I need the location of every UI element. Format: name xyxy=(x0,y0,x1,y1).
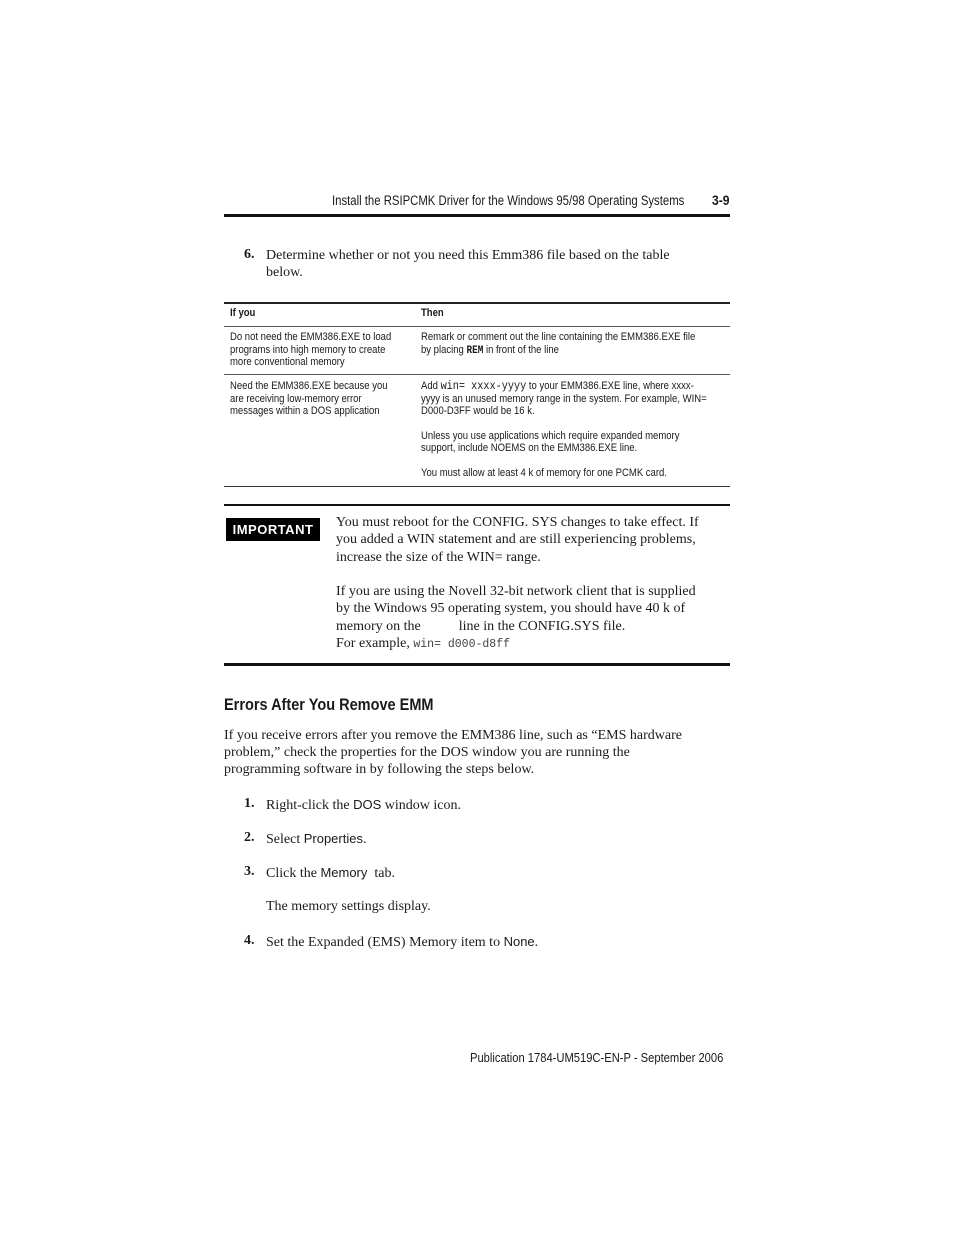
important-bottom-rule xyxy=(224,663,730,666)
table-row-1-then xyxy=(421,331,744,357)
table-row-2-if xyxy=(230,380,415,418)
row-1-then-prefix: by placing xyxy=(421,343,467,356)
row-2-if-line: Need the EMM386.EXE because you xyxy=(230,380,388,392)
row-1-if-line: Do not need the EMM386.EXE to load xyxy=(230,331,392,343)
row-2-if-line: messages within a DOS application xyxy=(230,405,380,417)
step-1-number: 1. xyxy=(244,796,255,811)
important-top-rule xyxy=(224,504,730,506)
table-header-rule xyxy=(224,326,730,327)
step-4-after: . xyxy=(534,935,539,950)
row-2-then-line xyxy=(421,380,707,393)
step-3-text xyxy=(266,864,395,882)
section-intro-line: problem,” check the properties for the DOS window you are running the xyxy=(224,745,630,760)
row-2-then-line: support, include NOEMS on the EMM386.EXE line. xyxy=(421,442,638,454)
table-row-rule xyxy=(224,374,730,375)
step-2-after: . xyxy=(362,832,367,847)
rem-code: REM xyxy=(466,344,484,357)
table-row-1-if xyxy=(230,331,420,369)
page-number xyxy=(712,193,732,208)
table-header-if-you-text: If you xyxy=(230,307,256,319)
table-header-then xyxy=(421,307,448,320)
table-header-if-you xyxy=(230,307,260,320)
table-top-rule xyxy=(224,302,730,304)
step-6-line-2: below. xyxy=(266,265,303,280)
step-2-before: Select xyxy=(266,832,304,847)
important-p2-line xyxy=(336,618,730,635)
important-p1-line: You must reboot for the CONFIG. SYS changes to take effect. If xyxy=(336,515,699,530)
step-1-after: window icon. xyxy=(381,798,461,813)
section-intro-line: programming software in by following the steps below. xyxy=(224,762,535,777)
header-rule xyxy=(224,214,730,217)
important-p2-line: If you are using the Novell 32-bit network client that is supplied xyxy=(336,584,696,599)
row-2-then-add: Add xyxy=(421,380,441,392)
step-2-number: 2. xyxy=(244,830,255,845)
example-win-code: win= d000-d8ff xyxy=(413,638,510,652)
table-header-then-text: Then xyxy=(421,307,444,319)
running-header-title xyxy=(332,193,751,208)
row-1-if-line: more conventional memory xyxy=(230,356,345,368)
section-intro xyxy=(224,727,724,778)
important-p2-line: by the Windows 95 operating system, you should have 40 k of xyxy=(336,601,686,617)
section-heading xyxy=(224,696,462,715)
table-bottom-rule xyxy=(224,486,730,487)
step-3-number: 3. xyxy=(244,864,255,879)
win-code: win= xxxx-yyyy xyxy=(440,379,527,393)
step-1-before: Right-click the xyxy=(266,798,354,813)
step-4-before: Set the Expanded (EMS) Memory item to xyxy=(266,935,504,950)
important-p2-line xyxy=(336,635,730,653)
page-number-text: 3-9 xyxy=(712,193,730,208)
important-example-prefix: For example, xyxy=(336,636,414,652)
important-p1-line: increase the size of the WIN= range. xyxy=(336,549,541,565)
dos-ui-term: DOS xyxy=(353,797,382,812)
step-3-before: Click the xyxy=(266,866,321,881)
memory-tab-ui-term: Memory xyxy=(320,865,368,880)
row-2-then-line: You must allow at least 4 k of memory for one PCMK card. xyxy=(421,466,667,479)
row-1-if-line: programs into high memory to create xyxy=(230,343,386,356)
important-p1-line: you added a WIN statement and are still experiencing problems, xyxy=(336,532,696,548)
step-6-text xyxy=(266,247,670,281)
row-2-then-line: D000-D3FF would be 16 k. xyxy=(421,405,535,417)
row-1-then-line: Remark or comment out the line containing the EMM386.EXE file xyxy=(421,331,696,343)
step-1-text xyxy=(266,796,461,814)
step-3-after: tab. xyxy=(367,866,395,881)
publication-footer xyxy=(470,1050,765,1065)
properties-ui-term: Properties xyxy=(303,831,363,846)
section-intro-line: If you receive errors after you remove the EMM386 line, such as “EMS hardware xyxy=(224,728,682,743)
row-2-if-line: are receiving low-memory error xyxy=(230,392,362,405)
important-p2-line3-a: memory on the xyxy=(336,618,421,634)
row-2-then-line: Unless you use applications which require expanded memory xyxy=(421,429,680,442)
none-ui-term: None xyxy=(503,934,535,949)
step-4-text xyxy=(266,933,538,951)
step-2-text xyxy=(266,830,366,848)
step-3-note: The memory settings display. xyxy=(266,899,431,914)
row-2-then-rest: to your EMM386.EXE line, where xxxx- xyxy=(526,380,694,392)
running-header-text: Install the RSIPCMK Driver for the Windows 95/98 Operating Systems xyxy=(332,193,685,208)
section-heading-text: Errors After You Remove EMM xyxy=(224,696,434,714)
step-4-number: 4. xyxy=(244,933,255,948)
important-paragraph-1 xyxy=(336,514,730,566)
step-6-number: 6. xyxy=(244,247,255,262)
important-p2-line3-b: line in the CONFIG.SYS file. xyxy=(458,618,626,634)
important-paragraph-2 xyxy=(336,583,730,654)
step-6-line-1: Determine whether or not you need this Emm386 file based on the table xyxy=(266,248,670,263)
row-1-then-line xyxy=(421,344,695,358)
important-badge: IMPORTANT xyxy=(226,518,320,541)
publication-footer-text: Publication 1784-UM519C-EN-P - September 2006 xyxy=(470,1050,724,1065)
table-row-2-then xyxy=(421,380,757,479)
row-2-then-line: yyyy is an unused memory range in the system. For example, WIN= xyxy=(421,392,707,405)
row-1-then-suffix: in front of the line xyxy=(483,343,559,356)
